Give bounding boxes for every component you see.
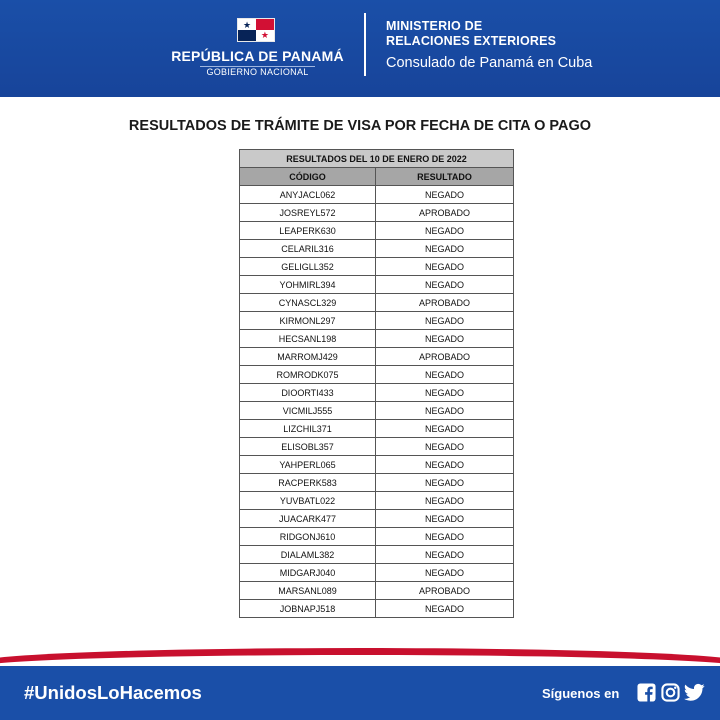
- result-cell: NEGADO: [376, 564, 514, 582]
- table-row: [240, 330, 514, 348]
- table-row: [240, 294, 514, 312]
- result-cell: NEGADO: [376, 600, 514, 618]
- code-cell: LIZCHIL371: [240, 420, 376, 438]
- code-cell: HECSANL198: [240, 330, 376, 348]
- result-cell: NEGADO: [376, 438, 514, 456]
- result-cell: NEGADO: [376, 222, 514, 240]
- result-cell: NEGADO: [376, 312, 514, 330]
- code-cell: CELARIL316: [240, 240, 376, 258]
- result-cell: NEGADO: [376, 546, 514, 564]
- result-cell: APROBADO: [376, 294, 514, 312]
- country-name: REPÚBLICA DE PANAMÁ: [171, 48, 344, 64]
- code-cell: RIDGONJ610: [240, 528, 376, 546]
- instagram-icon[interactable]: [661, 683, 680, 702]
- table-row: [240, 204, 514, 222]
- table-row: [240, 312, 514, 330]
- table-row: [240, 384, 514, 402]
- code-cell: YOHMIRL394: [240, 276, 376, 294]
- result-cell: NEGADO: [376, 186, 514, 204]
- header-banner: [0, 0, 720, 97]
- result-cell: NEGADO: [376, 456, 514, 474]
- table-row: [240, 510, 514, 528]
- table-row: [240, 348, 514, 366]
- result-cell: NEGADO: [376, 366, 514, 384]
- code-cell: GELIGLL352: [240, 258, 376, 276]
- panama-flag-icon: ★ ★: [237, 18, 275, 42]
- footer-bar: [0, 666, 720, 720]
- result-cell: NEGADO: [376, 492, 514, 510]
- code-cell: MIDGARJ040: [240, 564, 376, 582]
- code-cell: MARROMJ429: [240, 348, 376, 366]
- table-row: [240, 276, 514, 294]
- table-row: [240, 474, 514, 492]
- result-cell: APROBADO: [376, 204, 514, 222]
- table-row: [240, 240, 514, 258]
- result-cell: NEGADO: [376, 402, 514, 420]
- result-cell: APROBADO: [376, 582, 514, 600]
- table-row: [240, 492, 514, 510]
- code-cell: RACPERK583: [240, 474, 376, 492]
- code-cell: CYNASCL329: [240, 294, 376, 312]
- table-row: [240, 438, 514, 456]
- code-cell: ELISOBL357: [240, 438, 376, 456]
- table-row: [240, 258, 514, 276]
- result-cell: NEGADO: [376, 330, 514, 348]
- government-name: GOBIERNO NACIONAL: [206, 67, 309, 77]
- table-row: [240, 222, 514, 240]
- twitter-icon[interactable]: [684, 683, 705, 702]
- result-cell: NEGADO: [376, 510, 514, 528]
- code-cell: VICMILJ555: [240, 402, 376, 420]
- consulate-name: Consulado de Panamá en Cuba: [386, 55, 593, 71]
- code-cell: JOSREYL572: [240, 204, 376, 222]
- column-header-result: RESULTADO: [376, 168, 514, 186]
- code-cell: YAHPERL065: [240, 456, 376, 474]
- result-cell: NEGADO: [376, 240, 514, 258]
- code-cell: KIRMONL297: [240, 312, 376, 330]
- code-cell: DIOORTI433: [240, 384, 376, 402]
- vertical-divider: [364, 13, 366, 76]
- table-row: [240, 546, 514, 564]
- result-cell: APROBADO: [376, 348, 514, 366]
- result-cell: NEGADO: [376, 420, 514, 438]
- follow-label: Síguenos en: [542, 686, 620, 701]
- code-cell: ANYJACL062: [240, 186, 376, 204]
- table-row: [240, 600, 514, 618]
- code-cell: YUVBATL022: [240, 492, 376, 510]
- result-cell: NEGADO: [376, 258, 514, 276]
- facebook-icon[interactable]: [637, 683, 656, 702]
- table-row: [240, 528, 514, 546]
- ministry-name: [386, 19, 556, 49]
- ministry-line-1: MINISTERIO DE: [386, 19, 483, 33]
- result-cell: NEGADO: [376, 474, 514, 492]
- table-row: [240, 456, 514, 474]
- table-row: [240, 366, 514, 384]
- result-cell: NEGADO: [376, 528, 514, 546]
- code-cell: JUACARK477: [240, 510, 376, 528]
- code-cell: DIALAML382: [240, 546, 376, 564]
- code-cell: MARSANL089: [240, 582, 376, 600]
- table-row: [240, 186, 514, 204]
- page-title: RESULTADOS DE TRÁMITE DE VISA POR FECHA DE CITA O PAGO: [128, 118, 592, 134]
- ministry-line-2: RELACIONES EXTERIORES: [386, 34, 557, 48]
- result-cell: NEGADO: [376, 276, 514, 294]
- table-row: [240, 402, 514, 420]
- table-row: [240, 420, 514, 438]
- code-cell: LEAPERK630: [240, 222, 376, 240]
- result-cell: NEGADO: [376, 384, 514, 402]
- hashtag: #UnidosLoHacemos: [24, 682, 202, 703]
- table-row: [240, 564, 514, 582]
- table-caption: RESULTADOS DEL 10 DE ENERO DE 2022: [240, 150, 514, 168]
- column-header-code: CÓDIGO: [240, 168, 376, 186]
- table-row: [240, 582, 514, 600]
- code-cell: ROMRODK075: [240, 366, 376, 384]
- code-cell: JOBNAPJ518: [240, 600, 376, 618]
- results-table: [239, 149, 514, 618]
